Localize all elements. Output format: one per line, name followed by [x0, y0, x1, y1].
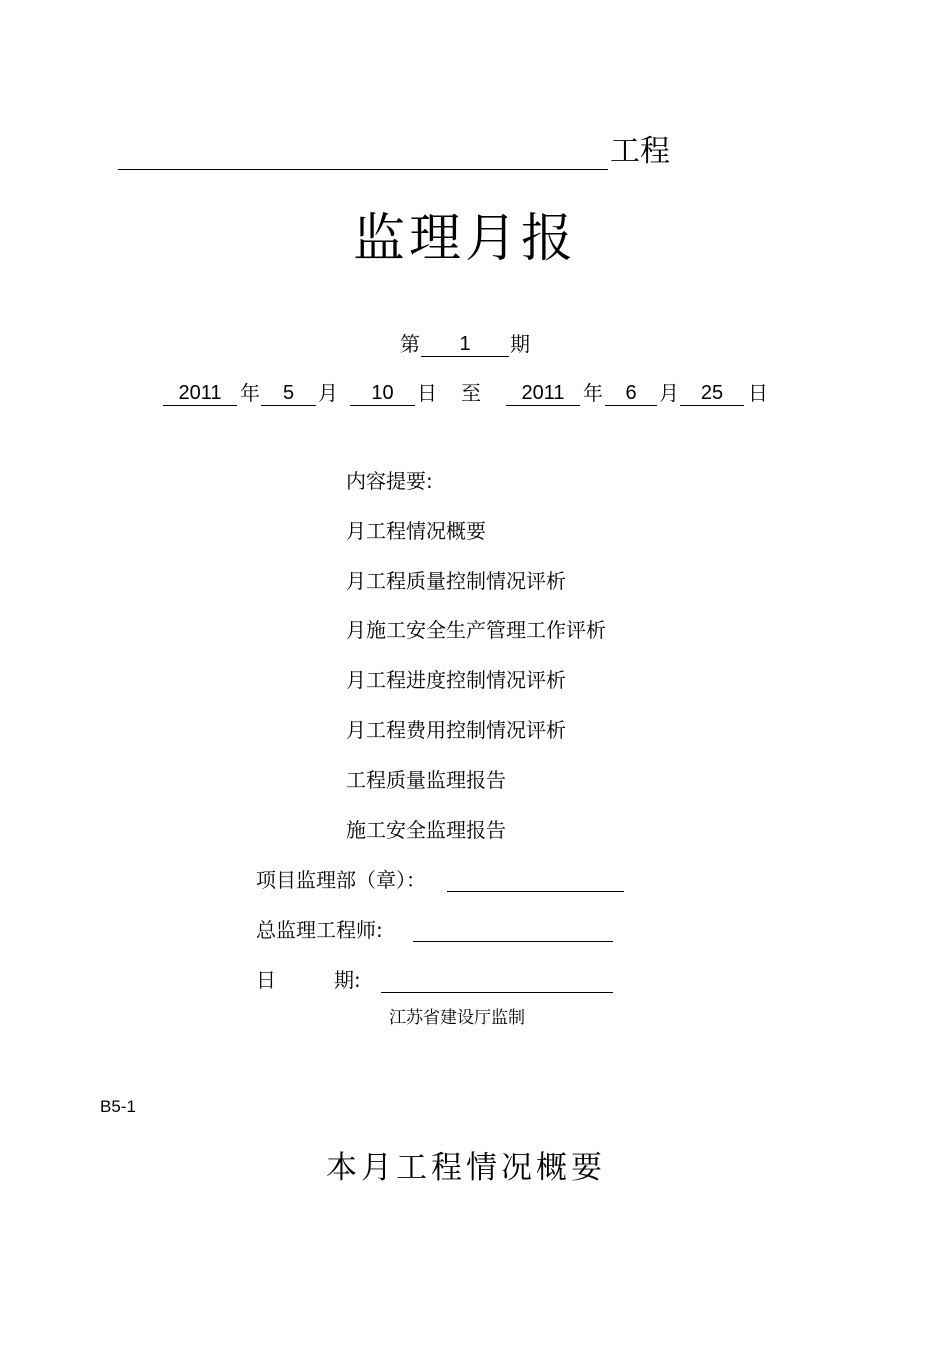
section-title: 本月工程情况概要: [326, 1150, 606, 1186]
start-year: 2011: [163, 381, 237, 406]
issue-suffix: 期: [510, 332, 530, 356]
date-line: [381, 973, 613, 993]
dept-seal-label: 项目监理部（章）：: [256, 868, 426, 892]
date-label-1: 日: [256, 968, 276, 992]
contents-item: 施工安全监理报告: [346, 818, 506, 842]
end-year-char: 年: [583, 381, 603, 405]
report-title: 监理月报: [353, 209, 578, 269]
chief-engineer-line: [413, 922, 613, 942]
start-day: 10: [350, 381, 415, 406]
contents-item: 月施工安全生产管理工作评析: [346, 618, 606, 642]
contents-item: 月工程情况概要: [346, 519, 486, 543]
contents-item: 月工程质量控制情况评析: [346, 569, 566, 593]
start-day-char: 日: [417, 381, 437, 405]
project-name-line: [118, 150, 608, 170]
contents-item: 月工程进度控制情况评析: [346, 668, 566, 692]
issuer-label: 江苏省建设厅监制: [389, 1008, 525, 1028]
contents-heading: 内容提要:: [346, 469, 433, 493]
end-day: 25: [680, 381, 744, 406]
contents-item: 工程质量监理报告: [346, 768, 506, 792]
start-year-char: 年: [240, 381, 260, 405]
chief-engineer-label: 总监理工程师:: [256, 918, 383, 942]
issue-prefix: 第: [400, 332, 420, 356]
start-month-char: 月: [318, 381, 338, 405]
end-month-char: 月: [659, 381, 679, 405]
end-year: 2011: [506, 381, 580, 406]
end-month: 6: [605, 381, 657, 406]
to-char: 至: [461, 381, 481, 405]
date-label-2: 期:: [334, 968, 361, 992]
project-suffix: 工程: [610, 134, 670, 169]
form-code: B5-1: [100, 1097, 136, 1116]
end-day-char: 日: [748, 381, 768, 405]
issue-number: 1: [421, 332, 509, 357]
start-month: 5: [261, 381, 316, 406]
dept-seal-line: [447, 873, 624, 892]
contents-item: 月工程费用控制情况评析: [346, 718, 566, 742]
